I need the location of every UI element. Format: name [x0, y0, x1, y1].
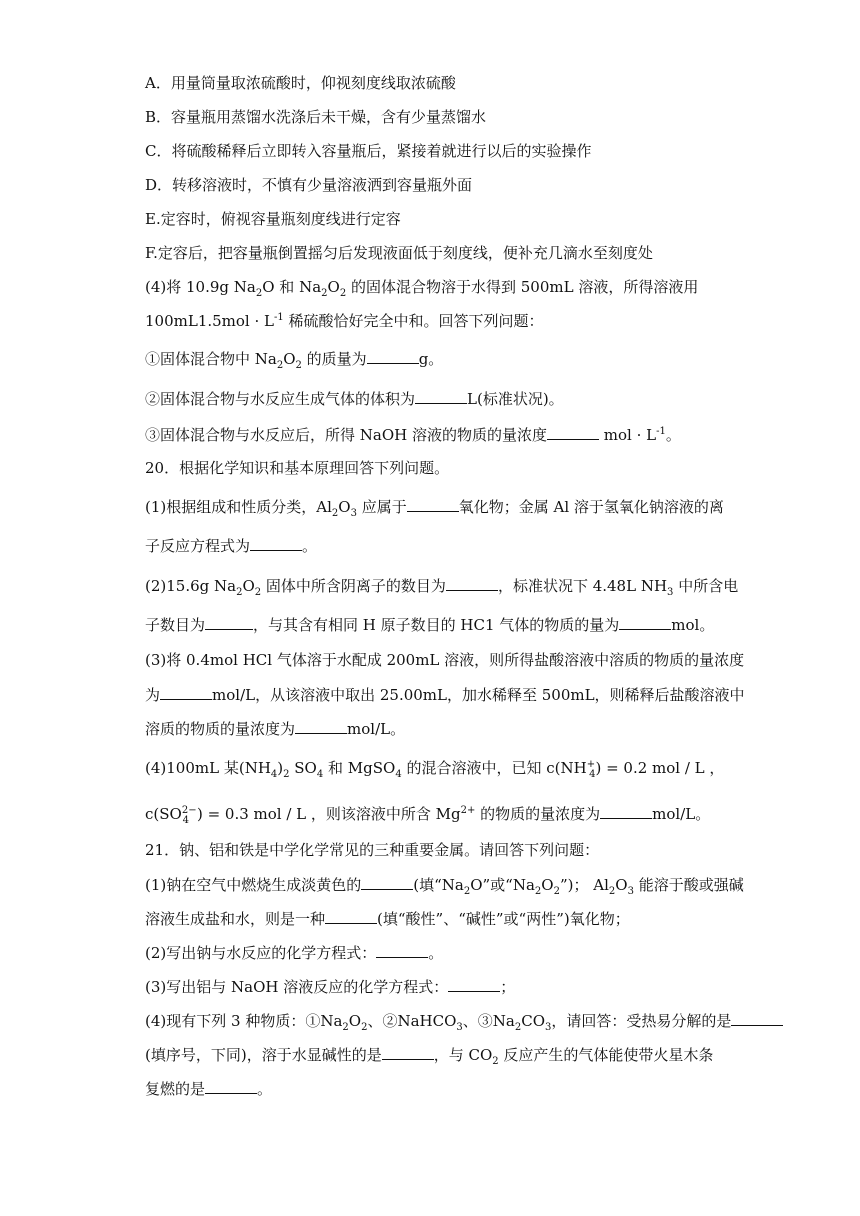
- answer-blank[interactable]: [250, 535, 302, 551]
- question-21-part-2: (2)写出钠与水反应的化学方程式： 。: [145, 944, 444, 962]
- answer-blank[interactable]: [547, 424, 599, 440]
- answer-blank[interactable]: [361, 874, 413, 890]
- answer-blank[interactable]: [325, 908, 377, 924]
- question-4-stem-line2: $100mL1.5mol \cdot L^{-1}$ 稀硫酸恰好完全中和。回答下列问题：: [145, 312, 544, 330]
- option-f: F.定容后，把容量瓶倒置摇匀后发现液面低于刻度线，便补充几滴水至刻度处: [145, 244, 653, 262]
- question-20-part-1-line2: 子反应方程式为 。: [145, 537, 318, 555]
- question-20-title: 20．根据化学知识和基本原理回答下列问题。: [145, 459, 450, 477]
- answer-blank[interactable]: [382, 1044, 434, 1060]
- answer-blank[interactable]: [205, 614, 253, 630]
- question-4-part-3: ③固体混合物与水反应后，所得 NaOH 溶液的物质的量浓度 mol · $L^{-1}$。: [145, 426, 681, 444]
- question-21-part-4-line3: 复燃的是 。: [145, 1080, 273, 1098]
- answer-blank[interactable]: [600, 803, 652, 819]
- question-20-part-3-line2: 为 mol/L，从该溶液中取出 25.00mL，加水稀释至 500mL，则稀释后盐酸溶液中: [145, 686, 745, 704]
- question-20-part-3-line3: 溶质的物质的量浓度为 mol/L。: [145, 720, 406, 738]
- question-21-part-3: (3)写出铝与 NaOH 溶液反应的化学方程式： ；: [145, 978, 516, 996]
- question-20-part-4-line1: (4)100mL 某$(NH_4)_2$ $SO_4$ 和 MgSO$_4$ 的混合溶液中，已知 $c(NH^+_4) = 0.2$ mol / L ，: [145, 759, 725, 780]
- question-20-part-1-line1: (1)根据组成和性质分类，$Al_2O_3$ 应属于 氧化物；金属 Al 溶于氢氧化钠溶液的离: [145, 498, 724, 519]
- question-20-part-3-line1: (3)将 0.4mol HCl 气体溶于水配成 200mL 溶液，则所得盐酸溶液中溶质的物质的量浓度: [145, 651, 745, 669]
- question-21-part-1-line1: (1)钠在空气中燃烧生成淡黄色的 (填“$Na_2O$”或“$Na_2O_2$”)； $Al_2O_3$ 能溶于酸或强碱: [145, 876, 744, 897]
- answer-blank[interactable]: [619, 614, 671, 630]
- option-c: C．将硫酸稀释后立即转入容量瓶后，紧接着就进行以后的实验操作: [145, 142, 592, 160]
- question-20-part-2-line1: (2)15.6g $Na_2O_2$ 固体中所含阴离子的数目为 ，标准状况下 4.48L $NH_3$ 中所含电: [145, 577, 739, 598]
- answer-blank[interactable]: [367, 348, 419, 364]
- answer-blank[interactable]: [295, 718, 347, 734]
- question-4-part-2: ②固体混合物与水反应生成气体的体积为 L(标准状况)。: [145, 390, 564, 408]
- question-21-part-4-line2: (填序号，下同)，溶于水显碱性的是 ，与 $CO_2$ 反应产生的气体能使带火星木条: [145, 1046, 714, 1067]
- option-d: D．转移溶液时，不慎有少量溶液洒到容量瓶外面: [145, 176, 473, 194]
- answer-blank[interactable]: [415, 388, 467, 404]
- option-a: A．用量筒量取浓硫酸时，仰视刻度线取浓硫酸: [145, 74, 456, 92]
- question-21-part-1-line2: 溶液生成盐和水，则是一种 (填“酸性”、“碱性”或“两性”)氧化物；: [145, 910, 630, 928]
- option-b: B．容量瓶用蒸馏水洗涤后未干燥，含有少量蒸馏水: [145, 108, 487, 126]
- question-20-part-2-line2: 子数目为 ，与其含有相同 H 原子数目的 HC1 气体的物质的量为 mol。: [145, 616, 715, 634]
- answer-blank[interactable]: [205, 1078, 257, 1094]
- answer-blank[interactable]: [448, 976, 500, 992]
- answer-blank[interactable]: [446, 575, 498, 591]
- option-e: E.定容时，俯视容量瓶刻度线进行定容: [145, 210, 401, 228]
- answer-blank[interactable]: [160, 684, 212, 700]
- question-20-part-4-line2: $c(SO^{2-}_4$ ) = 0.3 mol / L ，则该溶液中所含 $Mg^{2+}$ 的物质的量浓度为 mol/L。: [145, 805, 711, 826]
- question-4-stem-line1: (4)将 10.9g $Na_2O$ 和 $Na_2O_2$ 的固体混合物溶于水得到 500mL 溶液，所得溶液用: [145, 278, 699, 299]
- question-21-title: 21．钠、铝和铁是中学化学常见的三种重要金属。请回答下列问题：: [145, 841, 600, 859]
- question-4-part-1: ①固体混合物中 $Na_2O_2$ 的质量为 g。: [145, 350, 444, 371]
- answer-blank[interactable]: [376, 942, 428, 958]
- question-21-part-4-line1: (4)现有下列 3 种物质：$①Na_2O_2$、②NaHCO$_3$、$③Na_2CO_3$，请回答：受热易分解的是: [145, 1010, 820, 1031]
- answer-blank[interactable]: [731, 1010, 783, 1026]
- answer-blank[interactable]: [407, 496, 459, 512]
